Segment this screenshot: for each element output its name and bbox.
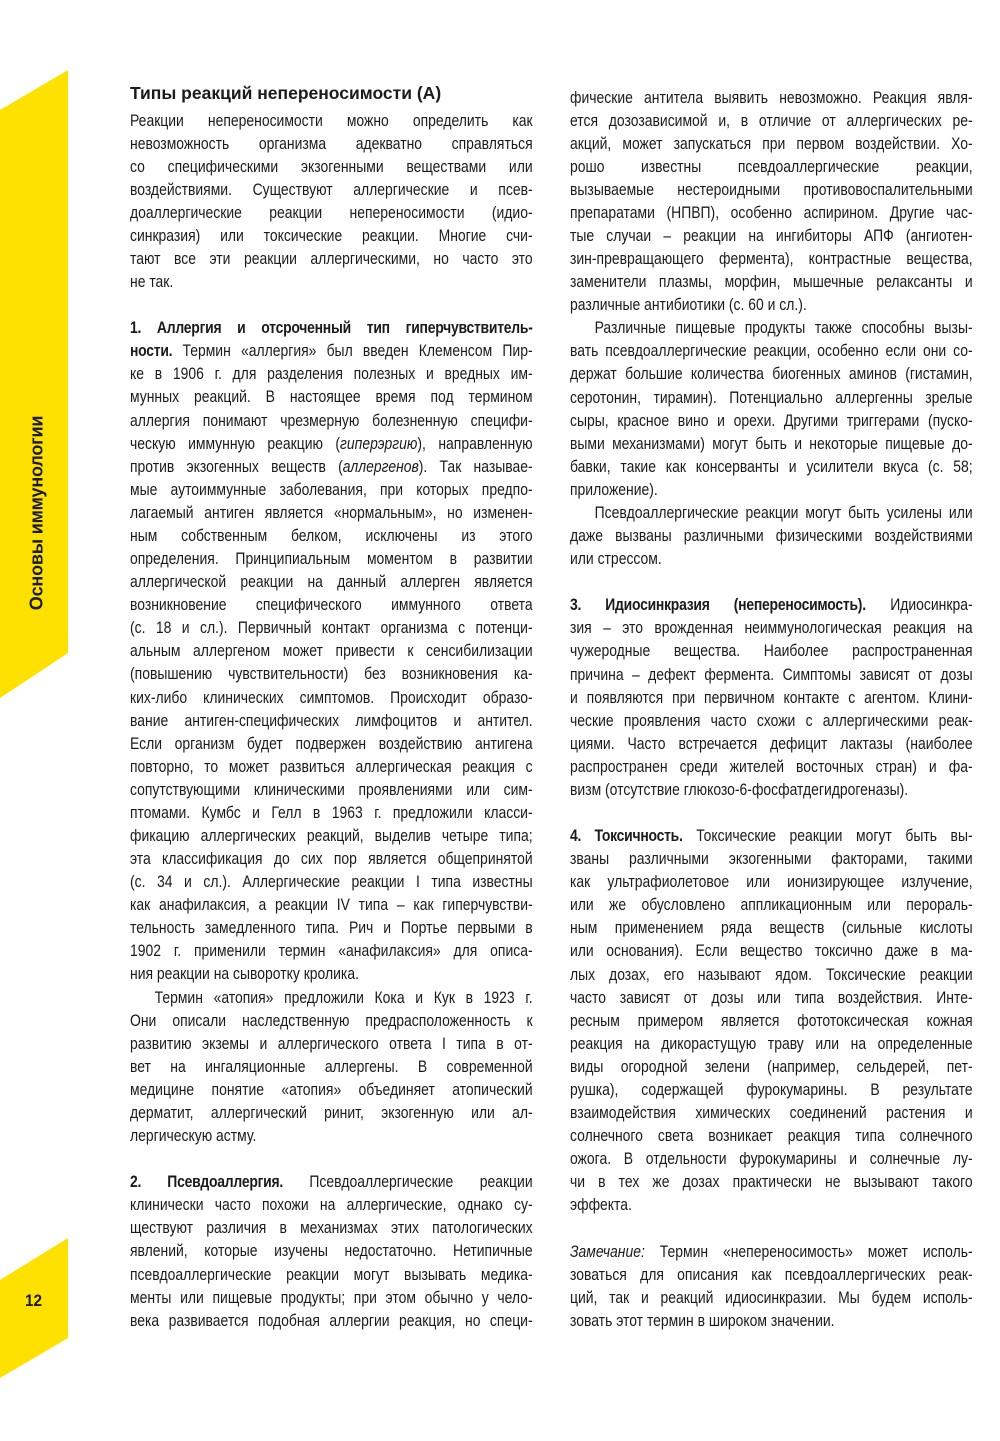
text-line: ке в 1906 г. для разделения полезных и вредных им- bbox=[130, 364, 533, 384]
text-run: против экзогенных веществ ( bbox=[130, 456, 343, 476]
text-line bbox=[570, 824, 973, 847]
run-italic: аллергенов bbox=[342, 456, 419, 476]
text-line: определения. Принципиальным моментом в развитии bbox=[130, 549, 533, 569]
text-run: ), направленную bbox=[417, 433, 533, 453]
text-line: сопутствующими клиническими проявлениями или сим- bbox=[130, 779, 533, 799]
text-line: альным аллергеном может привести к сенсибилизации bbox=[130, 641, 533, 661]
text-line: чужеродные вещества. Наиболее распространенная bbox=[570, 641, 973, 661]
text-line: ресным примером является фототоксическая кожная bbox=[570, 1010, 973, 1030]
text-line: Реакции непереносимости можно определить как bbox=[130, 110, 533, 130]
text-line: заменители плазмы, морфин, мышечные релаксанты и bbox=[570, 272, 973, 292]
text-line: лых дозах, его называют ядом. Токсические реакции bbox=[570, 964, 973, 984]
text-line: акций, может запускаться при первом воздействии. Хо- bbox=[570, 133, 973, 153]
text-line: тельность замедленного типа. Рич и Портье первыми в bbox=[130, 918, 533, 938]
text-run: ). Так называе- bbox=[418, 456, 533, 476]
text-line: рошо известны псевдоаллергические реакции, bbox=[570, 156, 973, 176]
text-line: выми механизмами) могут быть и некоторые пищевые до- bbox=[570, 433, 973, 453]
text-line: 1902 г. применили термин «анафилаксия» для описа- bbox=[130, 941, 533, 961]
text-line: ких-либо клинических симптомов. Происходит образо- bbox=[130, 687, 533, 707]
text-line: циями. Часто встречается дефицит лактазы (наиболее bbox=[570, 733, 973, 753]
text-line: вать псевдоаллергические реакции, особенно если они со- bbox=[570, 341, 973, 361]
text-line: солнечного света возникает реакция типа солнечного bbox=[570, 1126, 973, 1146]
text-line: воздействиями. Существуют аллергические и псев- bbox=[130, 179, 533, 199]
text-line: серотонин, тирамин). Потенциально аллергенны зрелые bbox=[570, 387, 973, 407]
text-line: ций, так и реакций идиосинкразии. Мы будем исполь- bbox=[570, 1287, 973, 1307]
text-line: синкразия) или токсические реакции. Многие счи- bbox=[130, 225, 533, 245]
text-line: как ультрафиолетовое или ионизирующее излучение, bbox=[570, 872, 973, 892]
text-line: Псевдоаллергические реакции могут быть усилены или bbox=[594, 502, 973, 522]
text-line: мунных реакций. В настоящее время под термином bbox=[130, 387, 533, 407]
text-run: Идиосинкра- bbox=[865, 595, 973, 615]
text-line: различные антибиотики (с. 60 и сл.). bbox=[570, 295, 807, 315]
run-italic: Замечание: bbox=[570, 1241, 645, 1261]
text-run: Псевдоаллергические реакции bbox=[282, 1172, 533, 1192]
text-line: вет на ингаляционные аллергены. В современной bbox=[130, 1056, 533, 1076]
text-line: не так. bbox=[130, 272, 174, 292]
text-line: Они описали наследственную предрасположенность к bbox=[130, 1010, 533, 1030]
text-line bbox=[130, 455, 533, 478]
text-line bbox=[130, 1147, 533, 1170]
text-line bbox=[130, 432, 533, 455]
text-line: распространен среди жителей восточных стран) и фа- bbox=[570, 756, 973, 776]
text-line: зовать этот термин в широком значении. bbox=[570, 1310, 835, 1330]
text-line: (повышению чувствительности) без возникновения ка- bbox=[130, 664, 533, 684]
text-line: мые аутоиммунные заболевания, при которых предпо- bbox=[130, 479, 533, 499]
text-line: взаимодействия химических соединений растения и bbox=[570, 1103, 973, 1123]
text-line: зин-превращающего фермента), контрастные вещества, bbox=[570, 249, 973, 269]
text-run: Токсические реакции могут быть вы- bbox=[682, 826, 973, 846]
text-run: Термин «непереносимость» может исполь- bbox=[644, 1241, 973, 1261]
text-line bbox=[570, 1216, 973, 1239]
text-run: ческую иммунную реакцию ( bbox=[130, 433, 341, 453]
text-run: Термин «аллергия» был введен Клеменсом Пир- bbox=[172, 341, 533, 361]
text-line: эффекта. bbox=[570, 1195, 632, 1215]
text-line: реакция на дикорастущую траву или на определенные bbox=[570, 1033, 973, 1053]
text-line: псевдоаллергические реакции могут вызывать медика- bbox=[130, 1264, 533, 1284]
text-line: возникновение специфического иммунного ответа bbox=[130, 595, 533, 615]
text-line: ожога. В отдельности фурокумарины и солнечные лу- bbox=[570, 1149, 973, 1169]
text-line: невозможность организма адекватно справляться bbox=[130, 133, 533, 153]
text-line bbox=[130, 316, 533, 339]
text-line: как анафилаксия, а реакции IV типа – как гиперчувстви- bbox=[130, 895, 533, 915]
text-line: тают все эти реакции аллергическими, но часто это bbox=[130, 248, 533, 268]
text-line: бавки, такие как консерванты и усилители вкуса (с. 58; bbox=[570, 456, 973, 476]
section-title: Типы реакций непереносимости (A) bbox=[130, 83, 442, 103]
text-line: даже вызваны различными физическими воздействиями bbox=[570, 526, 973, 546]
text-line: клинически часто похожи на аллергические, однако су- bbox=[130, 1195, 533, 1215]
text-line: фические антитела выявить невозможно. Реакция явля- bbox=[570, 87, 973, 107]
text-line: или стрессом. bbox=[570, 549, 662, 569]
text-line: фикацию аллергических реакций, выделив четыре типа; bbox=[130, 825, 533, 845]
text-line: виды огородной зелени (например, сельдерей, пет- bbox=[570, 1056, 973, 1076]
text-line: явлений, которые изучены недостаточно. Нетипичные bbox=[130, 1241, 533, 1261]
run-heading: ности. bbox=[130, 341, 173, 361]
text-line: повторно, то может развиться аллергическая реакция с bbox=[130, 756, 533, 776]
text-line: Термин «атопия» предложили Кока и Кук в 1923 г. bbox=[154, 987, 533, 1007]
text-line bbox=[570, 593, 973, 616]
text-line: ния реакции на сыворотку кролика. bbox=[130, 964, 359, 984]
text-line bbox=[130, 339, 533, 362]
text-line: ным собственным белком, исключены из этого bbox=[130, 525, 533, 545]
text-line: века развивается подобная аллергии реакция, но специ- bbox=[130, 1310, 533, 1330]
text-line: вание антиген-специфических лимфоцитов и антител. bbox=[130, 710, 533, 730]
text-line: медицине понятие «атопия» объединяет атопический bbox=[130, 1079, 533, 1099]
text-line: птомами. Кумбс и Гелл в 1963 г. предложили класси- bbox=[130, 802, 533, 822]
text-line: аллергия понимают чрезмерную болезненную специфи- bbox=[130, 410, 533, 430]
text-line: тые случаи – реакции на ингибиторы АПФ (ангиотен- bbox=[570, 225, 973, 245]
text-line bbox=[130, 1170, 533, 1193]
text-line: Различные пищевые продукты также способны вызы- bbox=[594, 318, 973, 338]
run-heading: 4. Токсичность. bbox=[570, 826, 683, 846]
text-line: приложение). bbox=[570, 479, 658, 499]
text-line: чи в тех же дозах практически не вызывают такого bbox=[570, 1172, 973, 1192]
text-line: Если организм будет подвержен воздействию антигена bbox=[130, 733, 533, 753]
text-line: (с. 18 и сл.). Первичный контакт организма с потенци- bbox=[130, 618, 533, 638]
text-line: и появляются при первичном контакте с агентом. Клини- bbox=[570, 687, 973, 707]
text-line: эта классификация до сих пор является общепринятой bbox=[130, 849, 533, 869]
run-heading: 1. Аллергия и отсроченный тип гиперчувствитель- bbox=[130, 318, 533, 338]
text-line: зоваться для описания как псевдоаллергических реак- bbox=[570, 1264, 973, 1284]
text-line bbox=[570, 801, 973, 824]
text-line: зия – это врожденная неиммунологическая реакция на bbox=[570, 618, 973, 638]
run-italic: гиперэргию bbox=[340, 433, 418, 453]
text-line: ческие проявления часто схожи с аллергическими реак- bbox=[570, 710, 973, 730]
run-heading: 2. Псевдоаллергия. bbox=[130, 1172, 283, 1192]
text-line: званы различными экзогенными факторами, такими bbox=[570, 849, 973, 869]
text-line: менты или пищевые продукты; при этом обычно у чело- bbox=[130, 1287, 533, 1307]
text-line: ется дозозависимой и, в отличие от аллергических ре- bbox=[570, 110, 973, 130]
text-line: развитию экземы и аллергического ответа I типа в от- bbox=[130, 1033, 533, 1053]
text-line: вызываемые нестероидными противовоспалительными bbox=[570, 179, 973, 199]
text-line: причина – дефект фермента. Симптомы зависят от дозы bbox=[570, 664, 973, 684]
text-line: или основания). Если вещество токсично даже в ма- bbox=[570, 941, 973, 961]
text-line: рушка), содержащей фурокумарины. В результате bbox=[570, 1079, 973, 1099]
text-line bbox=[570, 570, 973, 593]
text-line: держат большие количества биогенных аминов (гистамин, bbox=[570, 364, 973, 384]
text-line: ществуют различия в механизмах этих патологических bbox=[130, 1218, 533, 1238]
chapter-side-label: Основы иммунологии bbox=[26, 415, 47, 611]
text-line: часто зависят от дозы или типа воздействия. Инте- bbox=[570, 987, 973, 1007]
run-heading: 3. Идиосинкразия (непереносимость). bbox=[570, 595, 866, 615]
text-line: сыры, красное вино и орехи. Другими триггерами (пуско- bbox=[570, 410, 973, 430]
text-line: препаратами (НПВП), особенно аспирином. Другие час- bbox=[570, 202, 973, 222]
text-line: доаллергические реакции непереносимости (идио- bbox=[130, 202, 533, 222]
text-line: визм (отсутствие глюкозо-6-фосфатдегидрогеназы). bbox=[570, 779, 909, 799]
text-line: дерматит, аллергический ринит, экзогенную или ал- bbox=[130, 1102, 533, 1122]
text-line bbox=[570, 1240, 973, 1263]
text-line: (с. 34 и сл.). Аллергические реакции I типа известны bbox=[130, 872, 533, 892]
text-line: лагаемый антиген является «нормальным», но изменен- bbox=[130, 502, 533, 522]
text-line: аллергической реакции на данный аллерген является bbox=[130, 572, 533, 592]
text-line: или же обусловлено аппликационным или перораль- bbox=[570, 895, 973, 915]
text-line: лергическую астму. bbox=[130, 1126, 257, 1146]
text-line: ным применением ряда веществ (сильные кислоты bbox=[570, 918, 973, 938]
page-number: 12 bbox=[24, 1291, 42, 1310]
text-line bbox=[130, 293, 533, 316]
text-line: со специфическими экзогенными веществами или bbox=[130, 156, 533, 176]
